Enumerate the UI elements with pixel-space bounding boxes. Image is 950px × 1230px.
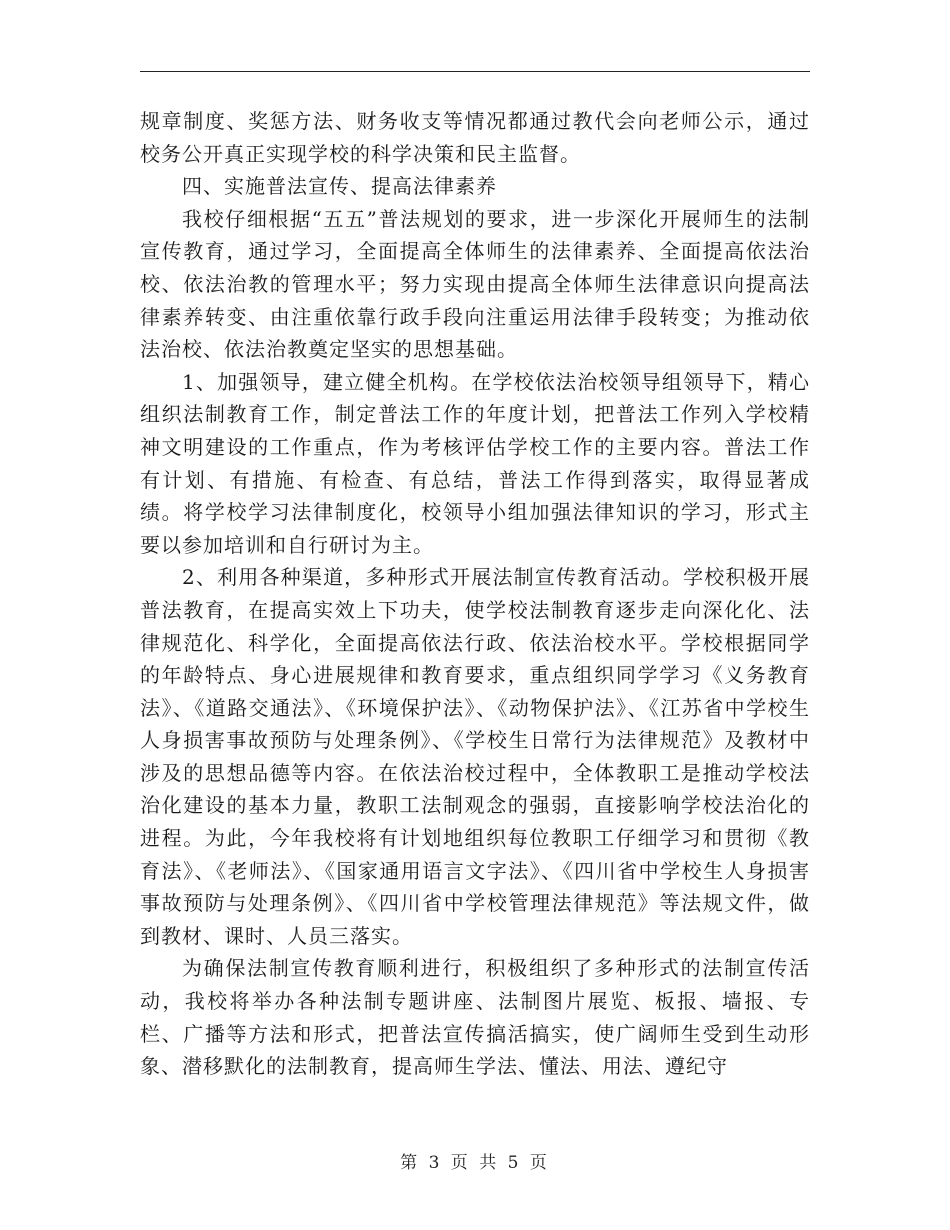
paragraph-2: 我校仔细根据“五五”普法规划的要求，进一步深化开展师生的法制宣传教育，通过学习，全面提高全体师生的法律素养、全面提高依法治校、依法治教的管理水平；努力实现由提高全体师生法律意识向提高法律素养转变、由注重依靠行政手段向注重运用法律手段转变；为推动依法治校、依法治教奠定坚实的思想基础。 (140, 206, 810, 362)
header-rule (140, 71, 810, 72)
paragraph-5: 为确保法制宣传教育顺利进行，积极组织了多种形式的法制宣传活动，我校将举办各种法制专题讲座、法制图片展览、板报、墙报、专栏、广播等方法和形式，把普法宣传搞活搞实，使广阔师生受到生动形象、潜移默化的法制教育，提高师生学法、懂法、用法、遵纪守 (140, 956, 810, 1079)
paragraph-4: 2、利用各种渠道，多种形式开展法制宣传教育活动。学校积极开展普法教育，在提高实效上下功夫，使学校法制教育逐步走向深化化、法律规范化、科学化，全面提高依法行政、依法治校水平。学校根据同学的年龄特点、身心进展规律和教育要求，重点组织同学学习《义务教育法》、《道路交通法》、《环境保护法》、《动物保护法》、《江苏省中学校生人身损害事故预防与处理条例》、《学校生日常行为法律规范》及教材中涉及的思想品德等内容。在依法治校过程中，全体教职工是推动学校法治化建设的基本力量，教职工法制观念的强弱，直接影响学校法治化的进程。为此，今年我校将有计划地组织每位教职工仔细学习和贯彻《教育法》、《老师法》、《国家通用语言文字法》、《四川省中学校生人身损害事故预防与处理条例》、《四川省中学校管理法律规范》等法规文件，做到教材、课时、人员三落实。 (140, 565, 810, 948)
document-body (140, 105, 810, 1083)
page-footer: 第 3 页 共 5 页 (400, 1153, 550, 1173)
paragraph-3: 1、加强领导，建立健全机构。在学校依法治校领导组领导下，精心组织法制教育工作，制定普法工作的年度计划，把普法工作列入学校精神文明建设的工作重点，作为考核评估学校工作的主要内容。普法工作有计划、有措施、有检查、有总结，普法工作得到落实，取得显著成绩。将学校学习法律制度化，校领导小组加强法律知识的学习，形式主要以参加培训和自行研讨为主。 (140, 369, 810, 557)
paragraph-1: 规章制度、奖惩方法、财务收支等情况都通过教代会向老师公示，通过校务公开真正实现学校的科学决策和民主监督。 (140, 109, 810, 166)
section-heading: 四、实施普法宣传、提高法律素养 (182, 174, 497, 199)
